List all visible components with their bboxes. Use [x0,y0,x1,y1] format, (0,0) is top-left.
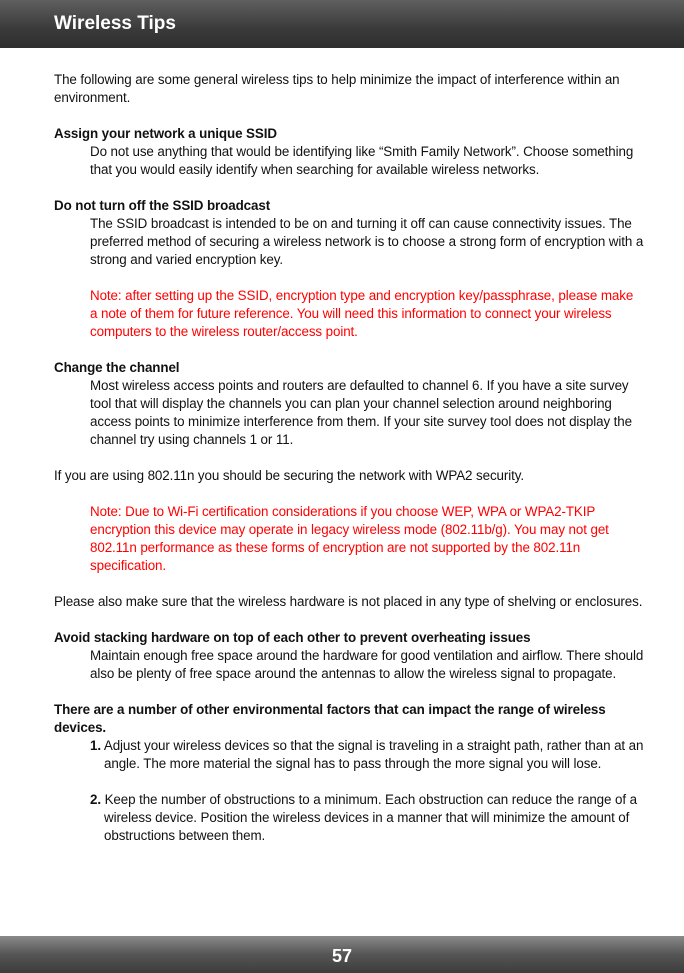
list-item [90,737,644,773]
n-note: Note: Due to Wi-Fi certification considerations if you choose WEP, WPA or WPA2-TKIP encryption this device may operate in legacy wireless mode (802.11b/g). You may not get 802.11n performance as these forms of encryption are not supported by the 802.11n specification. [90,504,609,573]
page-number: 57 [331,946,353,966]
stacking-heading: Avoid stacking hardware on top of each other to prevent overheating issues [54,630,531,645]
list-item-number: 1. [90,738,101,753]
page-content [54,71,644,863]
shelving-paragraph: Please also make sure that the wireless hardware is not placed in any type of shelving or enclosures. [54,594,643,609]
list-item-text: Keep the number of obstructions to a minimum. Each obstruction can reduce the range of a wireless device. Position the wireless devices in a manner that will minimize the amount of obstructions between them. [104,792,637,843]
channel-body: Most wireless access points and routers are defaulted to channel 6. If you have a site survey tool that will display the channels you can plan your channel selection around neighboring access points to minimize interference from them. If your site survey tool does not display the channel try using channels 1 or 11. [90,378,632,447]
broadcast-body: The SSID broadcast is intended to be on and turning it off can cause connectivity issues. The preferred method of securing a wireless network is to choose a strong form of encryption with a strong and varied encryption key. [90,216,644,267]
channel-heading: Change the channel [54,360,180,375]
list-item [90,791,644,845]
list-item-text: Adjust your wireless devices so that the signal is traveling in a straight path, rather than at an angle. The more material the signal has to pass through the more signal you will lose. [103,738,644,771]
factors-list [90,737,644,845]
page-header [0,0,684,48]
n-security-paragraph: If you are using 802.11n you should be securing the network with WPA2 security. [54,468,524,483]
list-item-number: 2. [90,792,101,807]
page-footer [0,936,684,973]
intro-paragraph: The following are some general wireless tips to help minimize the impact of interference within an environment. [54,72,620,105]
broadcast-note: Note: after setting up the SSID, encryption type and encryption key/passphrase, please make a note of them for future reference. You will need this information to connect your wireless computers to the wireless router/access point. [90,288,634,339]
ssid-heading: Assign your network a unique SSID [54,126,277,141]
stacking-body: Maintain enough free space around the hardware for good ventilation and airflow. There should also be plenty of free space around the antennas to allow the wireless signal to propagate. [90,648,644,681]
broadcast-heading: Do not turn off the SSID broadcast [54,198,271,213]
page-title: Wireless Tips [54,13,176,34]
ssid-body: Do not use anything that would be identifying like “Smith Family Network”. Choose something that you would easily identify when searching for available wireless networks. [90,144,634,177]
factors-heading: There are a number of other environmental factors that can impact the range of wireless devices. [54,702,606,735]
